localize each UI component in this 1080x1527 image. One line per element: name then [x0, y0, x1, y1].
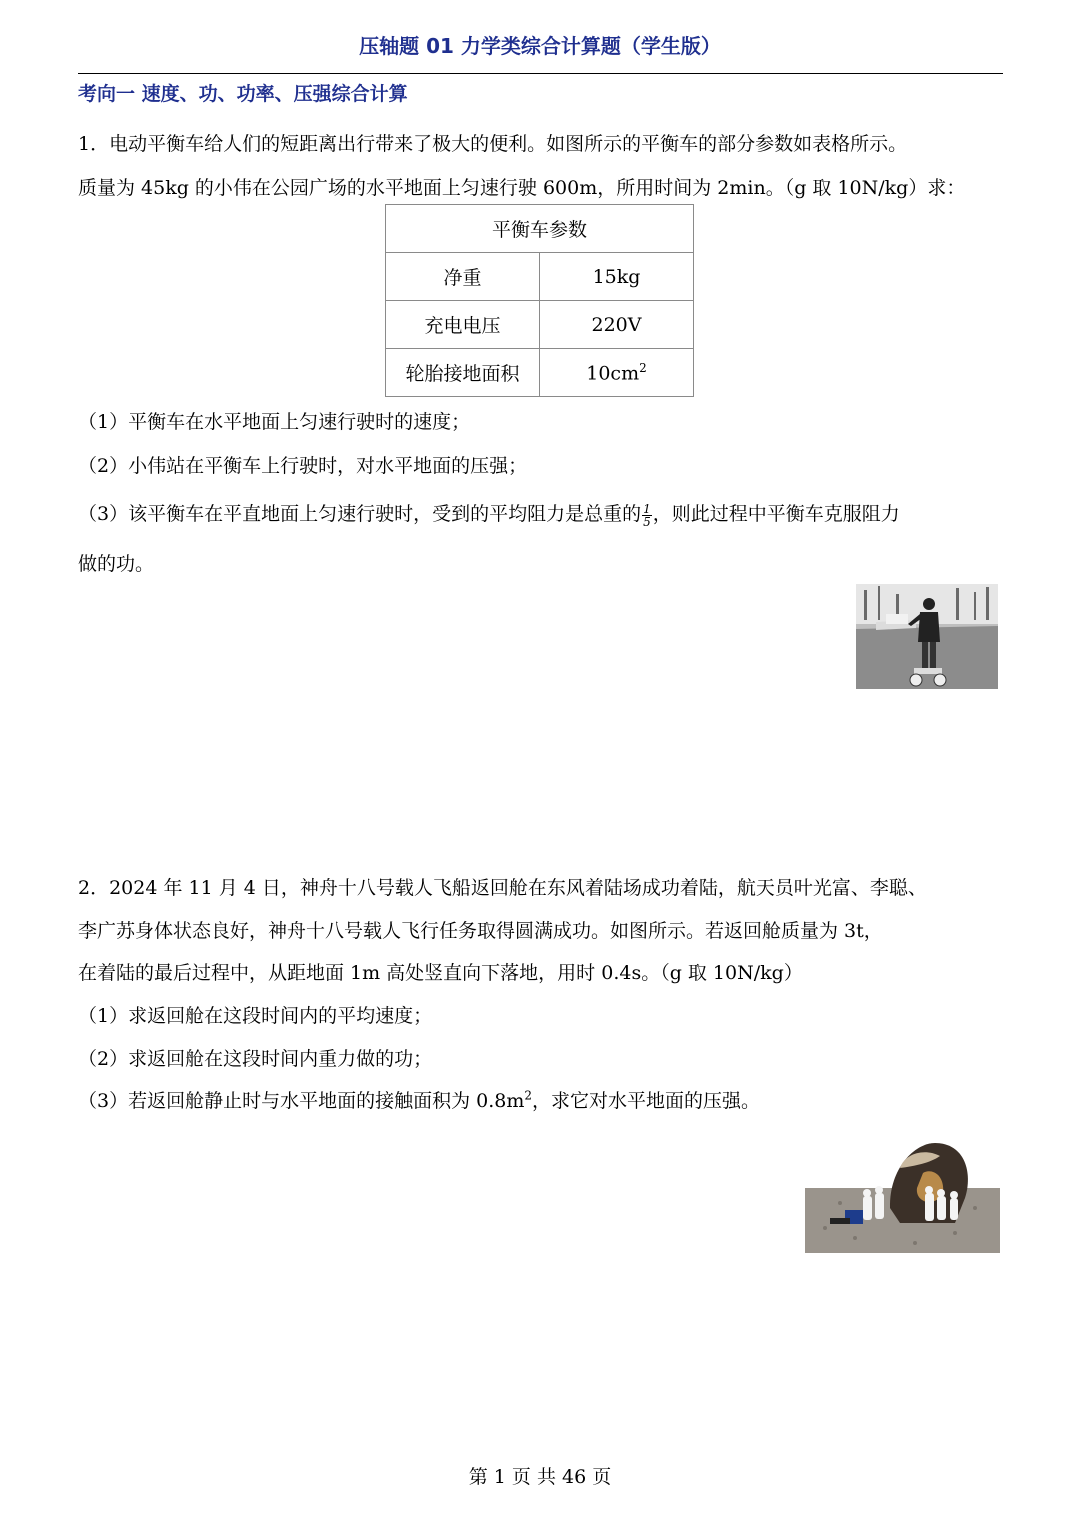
balance-car-parameter-table	[385, 204, 694, 397]
table-cell-label: 充电电压	[386, 301, 540, 349]
fraction-numerator: 1	[643, 501, 651, 516]
problem1-question1: （1）平衡车在水平地面上匀速行驶时的速度；	[78, 411, 471, 433]
balance-car-photo	[856, 584, 998, 689]
problem1-text-line2: 质量为 45kg 的小伟在公园广场的水平地面上匀速行驶 600m，所用时间为 2min。（g 取 10N/kg）求：	[78, 177, 966, 199]
problem2-question3	[78, 1086, 760, 1113]
problem2-text-line2: 李广苏身体状态良好，神舟十八号载人飞行任务取得圆满成功。如图所示。若返回舱质量为 3t，	[78, 920, 883, 942]
fraction-denominator: 5	[643, 514, 651, 529]
page-number-footer: 第 1 页 共 46 页	[468, 1466, 612, 1488]
fraction-one-fifth	[642, 503, 652, 528]
table-row	[386, 205, 694, 253]
section-heading: 考向一 速度、功、功率、压强综合计算	[78, 83, 408, 105]
problem2-question3-start: （3）若返回舱静止时与水平地面的接触面积为 0.8m	[78, 1090, 525, 1112]
table-caption: 平衡车参数	[386, 205, 694, 253]
problem1-question3-start: （3）该平衡车在平直地面上匀速行驶时，受到的平均阻力是总重的	[78, 503, 642, 525]
tire-area-exponent: 2	[639, 360, 647, 375]
table-cell-value: 15kg	[540, 253, 694, 301]
table-cell-label: 轮胎接地面积	[386, 349, 540, 397]
table-cell-value: 220V	[540, 301, 694, 349]
problem1-question3-end: ，则此过程中平衡车克服阻力	[652, 503, 900, 525]
return-capsule-photo	[805, 1138, 1000, 1253]
table-cell-value	[540, 349, 694, 397]
problem1-question3-continued: 做的功。	[78, 553, 155, 575]
problem2-question3-end: ，求它对水平地面的压强。	[532, 1090, 761, 1112]
page-header-title: 压轴题 01 力学类综合计算题（学生版）	[359, 34, 721, 58]
tire-area-value: 10cm	[586, 362, 640, 385]
problem2-text-line1: 2．2024 年 11 月 4 日，神舟十八号载人飞船返回舱在东风着陆场成功着陆，航天员叶光富、李聪、	[78, 877, 927, 899]
problem2-question2: （2）求返回舱在这段时间内重力做的功；	[78, 1048, 433, 1070]
problem1-text-line1: 1．电动平衡车给人们的短距离出行带来了极大的便利。如图所示的平衡车的部分参数如表格所示。	[78, 133, 908, 155]
table-row	[386, 349, 694, 397]
area-exponent: 2	[524, 1088, 533, 1103]
header-divider	[78, 73, 1003, 74]
problem1-question2: （2）小伟站在平衡车上行驶时，对水平地面的压强；	[78, 455, 528, 477]
problem2-question1: （1）求返回舱在这段时间内的平均速度；	[78, 1005, 433, 1027]
table-row	[386, 253, 694, 301]
problem1-question3	[78, 499, 900, 528]
problem2-text-line3: 在着陆的最后过程中，从距地面 1m 高处竖直向下落地，用时 0.4s。（g 取 10N/kg）	[78, 962, 803, 984]
table-cell-label: 净重	[386, 253, 540, 301]
table-row	[386, 301, 694, 349]
